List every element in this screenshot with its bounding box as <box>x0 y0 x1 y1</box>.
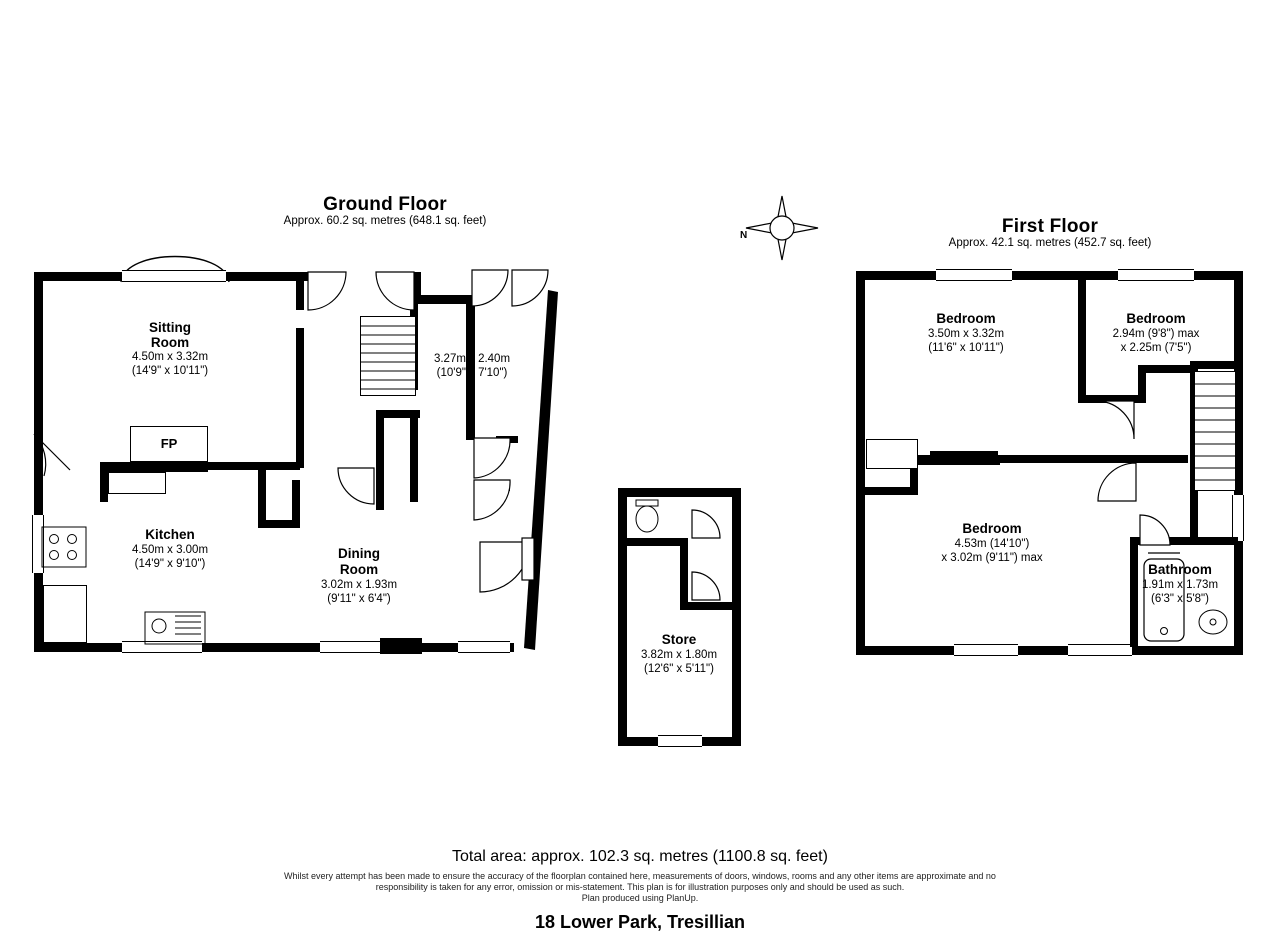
door-kitchen-external <box>30 430 80 482</box>
disclaimer-line-3: Plan produced using PlanUp. <box>581 893 699 903</box>
door-block-bottom <box>380 638 422 654</box>
ff-window-right <box>1232 495 1244 541</box>
ff-wall-bottom <box>856 646 1243 655</box>
store-wall-wc-h <box>627 538 685 546</box>
store-wall-top <box>618 488 741 497</box>
ff-window-top-1 <box>936 269 1012 281</box>
ff-wall-h2 <box>1138 365 1198 373</box>
door-porch-1 <box>470 268 512 310</box>
total-area-text: Total area: approx. 102.3 sq. metres (1100.8 sq. feet) <box>452 848 828 865</box>
dining-room-name-2: Room <box>339 562 379 577</box>
sitting-room-name-1: Sitting <box>149 320 191 335</box>
wall-interior-v8 <box>410 418 418 502</box>
ff-window-bottom-2 <box>1068 644 1132 656</box>
kitchen-counter-left <box>43 585 87 643</box>
sitting-room-dim-imperial: (14'9" x 10'11") <box>131 365 209 377</box>
ground-floor-title: Ground Floor <box>323 194 447 215</box>
bedroom-2-dim-metric: 2.94m (9'8") max <box>1112 328 1200 340</box>
store-wall-left <box>618 488 627 746</box>
door-side-2 <box>470 478 512 526</box>
ff-window-bottom-1 <box>954 644 1018 656</box>
bedroom-3-name: Bedroom <box>962 521 1022 536</box>
kitchen-dim-imperial: (14'9" x 9'10") <box>134 558 206 570</box>
ff-wall-left <box>856 271 865 655</box>
disclaimer-line-2: responsibility is taken for any error, omission or mis-statement. This plan is for illustration purposes only and should be used as such. <box>375 882 905 892</box>
ff-staircase <box>1194 371 1236 491</box>
ff-cupboard-wall <box>930 451 998 463</box>
ff-window-top-2 <box>1118 269 1194 281</box>
kitchen-name: Kitchen <box>145 527 195 542</box>
compass-rose <box>742 192 822 264</box>
wall-interior-v1 <box>296 272 304 310</box>
ff-door-bedroom2 <box>1096 399 1138 443</box>
wall-interior-h3 <box>376 410 420 418</box>
wall-interior-v2 <box>296 328 304 463</box>
disclaimer-line-1: Whilst every attempt has been made to ensure the accuracy of the floorplan contained here, measurements of doors, windows, rooms and any other items are approximate and no <box>284 871 996 881</box>
bedroom-2-name: Bedroom <box>1126 311 1186 326</box>
store-plan <box>612 482 752 752</box>
door-rear <box>478 540 536 598</box>
ff-door-bedroom3 <box>1096 461 1140 505</box>
fireplace-opening <box>108 472 166 494</box>
store-window-bottom <box>658 735 702 747</box>
kitchen-dim-metric: 4.50m x 3.00m <box>131 544 209 556</box>
ground-floor-subtitle: Approx. 60.2 sq. metres (648.1 sq. feet) <box>283 215 487 227</box>
store-door-wc <box>690 508 728 542</box>
bathroom-name: Bathroom <box>1148 562 1212 577</box>
store-wall-right <box>732 488 741 746</box>
bathroom-dim-metric: 1.91m x 1.73m <box>1141 579 1219 591</box>
ff-wall-v1 <box>1078 271 1086 403</box>
first-floor-title: First Floor <box>1001 216 1099 237</box>
ground-floor-plan <box>30 240 570 660</box>
kitchen-hob <box>34 525 86 569</box>
window-bottom-2 <box>320 641 380 653</box>
wall-top-a <box>34 272 124 281</box>
door-dining <box>320 466 378 508</box>
bathroom-dim-imperial: (6'3" x 5'8") <box>1151 593 1209 605</box>
window-bottom-3 <box>458 641 510 653</box>
ff-cupboard <box>866 439 918 469</box>
wall-interior-v3 <box>258 462 266 522</box>
staircase <box>360 316 416 396</box>
first-floor-subtitle: Approx. 42.1 sq. metres (452.7 sq. feet) <box>948 237 1152 249</box>
property-address: 18 Lower Park, Tresillian <box>534 912 746 932</box>
store-door-main <box>690 570 728 604</box>
bedroom-1-dim-metric: 3.50m x 3.32m <box>927 328 1005 340</box>
store-dim-metric: 3.82m x 1.80m <box>640 649 718 661</box>
fireplace-left-wall <box>100 462 108 502</box>
kitchen-sink <box>145 610 205 644</box>
dining-room-dim-imperial: (9'11" x 6'4") <box>327 593 391 605</box>
ff-door-bathroom <box>1138 513 1178 547</box>
hall-dim-imperial: (10'9" x 7'10") <box>436 367 508 379</box>
store-dim-imperial: (12'6" x 5'11") <box>644 663 714 675</box>
sitting-room-name-2: Room <box>150 335 190 350</box>
first-floor-plan <box>850 265 1250 665</box>
ff-wall-h4 <box>856 487 916 495</box>
bedroom-1-dim-imperial: (11'6" x 10'11") <box>928 342 1004 354</box>
fireplace-label: FP <box>160 436 178 451</box>
wall-bottom <box>34 643 514 652</box>
store-wall-wc-v <box>680 538 688 610</box>
compass-north-label: N <box>740 230 748 241</box>
ff-wall-h3 <box>1190 361 1238 369</box>
dining-room-dim-metric: 3.02m x 1.93m <box>320 579 398 591</box>
store-name: Store <box>661 632 697 647</box>
bedroom-3-dim-imperial: x 3.02m (9'11") max <box>941 552 1043 564</box>
sitting-room-dim-metric: 4.50m x 3.32m <box>131 351 209 363</box>
bedroom-2-dim-imperial: x 2.25m (7'5") <box>1120 342 1192 354</box>
door-porch-2 <box>510 268 552 310</box>
door-side-1 <box>470 436 512 484</box>
hall-dim-metric: 3.27m x 2.40m <box>433 353 511 365</box>
window-top-bay <box>122 270 226 282</box>
ff-wall-v5 <box>1130 537 1138 647</box>
bedroom-3-dim-metric: 4.53m (14'10") <box>954 538 1030 550</box>
fireplace-hearth <box>108 462 208 472</box>
toilet-icon <box>632 500 666 536</box>
dining-room-name-1: Dining <box>338 546 380 561</box>
bedroom-1-name: Bedroom <box>936 311 996 326</box>
wall-interior-v4 <box>292 480 300 528</box>
door-front-entry <box>360 270 418 314</box>
basin-icon <box>1196 605 1230 639</box>
